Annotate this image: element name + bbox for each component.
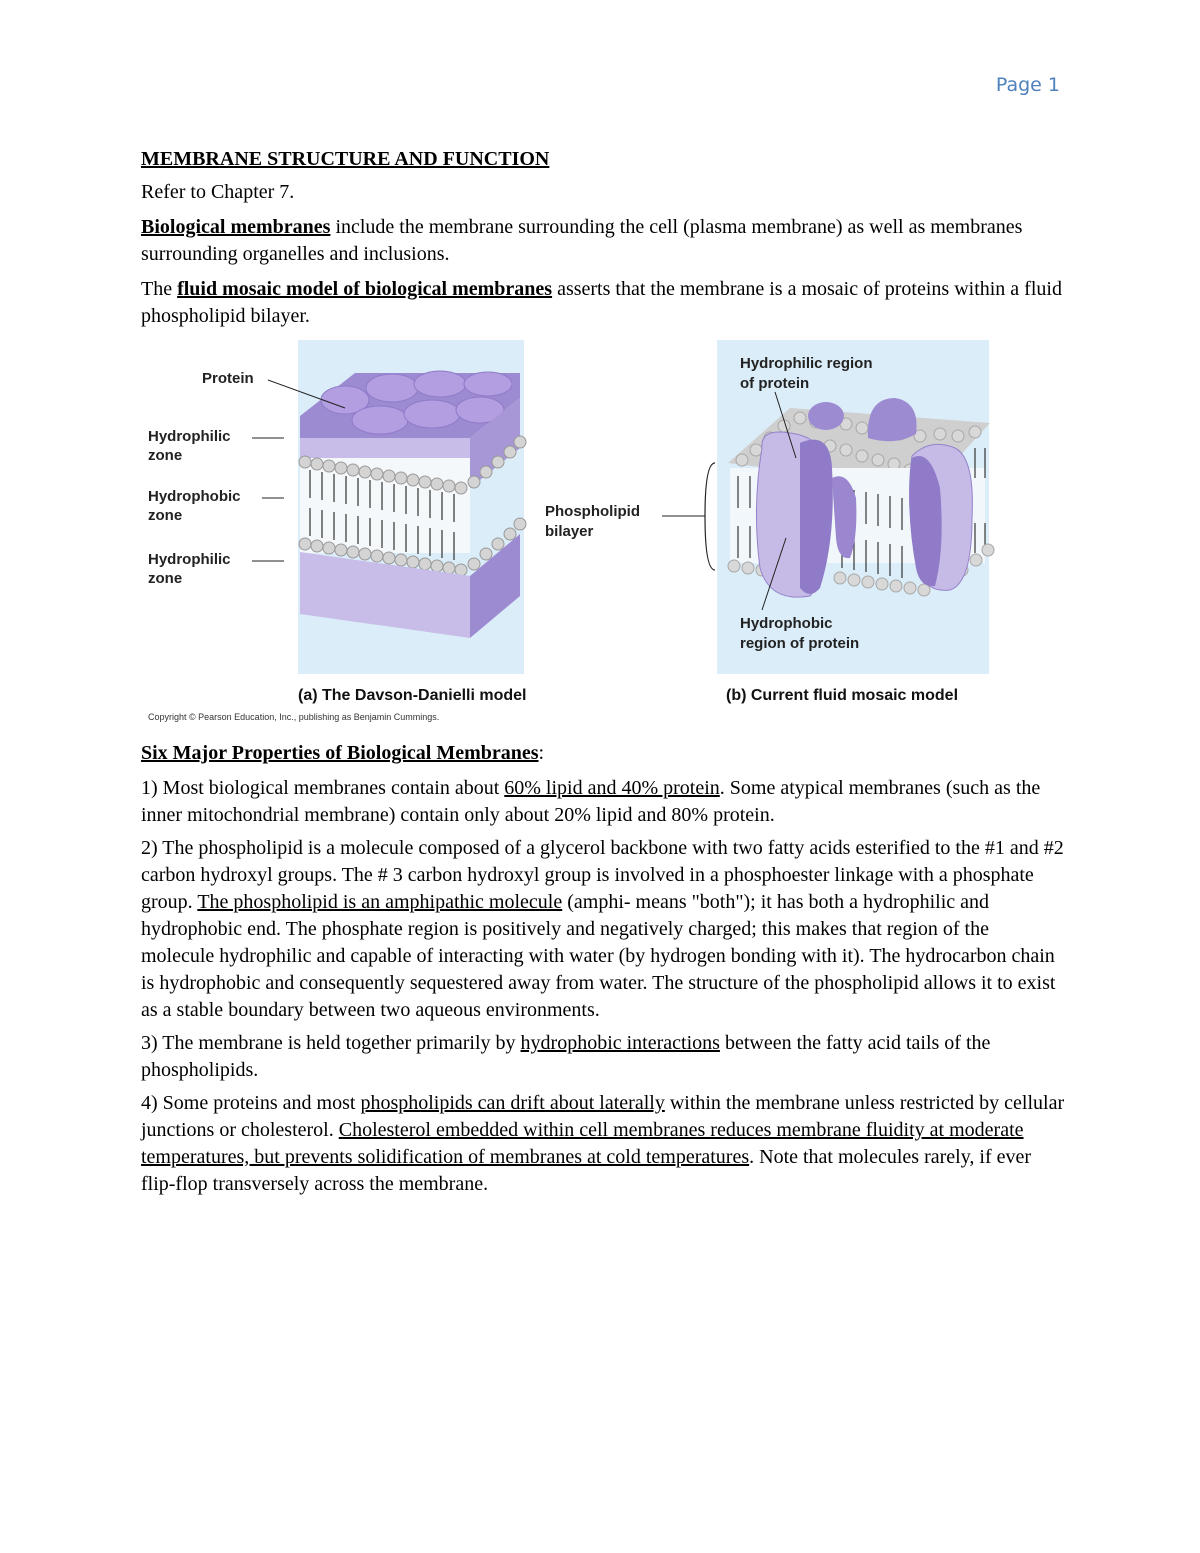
page-number: Page 1 (995, 74, 1060, 96)
membrane-models-figure (141, 338, 1066, 730)
list-item: 3) The membrane is held together primarily by hydrophobic interactions between the fatty acid tails of the phospholipids. (141, 1032, 991, 1081)
caption-davson-danielli: (a) The Davson-Danielli model (298, 687, 527, 704)
paragraph-text: asserts that the membrane is a mosaic of proteins within a fluid phospholipid bilayer. (141, 278, 1062, 327)
paragraph-text: include the membrane surrounding the cell (plasma membrane) as well as membranes surrounding organelles and inclusions. (141, 216, 1023, 265)
label-zone: zone (148, 447, 183, 464)
label-hydrophilic-zone-top: Hydrophilic (148, 428, 231, 445)
label-zone: zone (148, 507, 183, 524)
list-item: 2) The phospholipid is a molecule composed of a glycerol backbone with two fatty acids esterified to the #1 and #2 carbon hydroxyl groups. The # 3 carbon hydroxyl group is involved in a phosphoester linkage with a phosphate group. The phospholipid is an amphipathic molecule (amphi- means "both"); it has both a hydrophilic and hydrophobic end. The phosphate region is positively and negatively charged; this makes that region of the molecule hydrophilic and capable of interacting with water (by hydrogen bonding with it). The hydrocarbon chain is hydrophobic and consequently sequestered away from water. The structure of the phospholipid allows it to exist as a stable boundary between two aqueous environments. (141, 837, 1064, 1021)
term-fluid-mosaic-model: fluid mosaic model of biological membranes (177, 278, 553, 300)
underlined-phrase: 60% lipid and 40% protein (504, 777, 720, 799)
page-title: MEMBRANE STRUCTURE AND FUNCTION (141, 148, 550, 170)
paragraph-text: The (141, 278, 178, 300)
membrane-diagram (0, 338, 1200, 730)
section-title-text: Six Major Properties of Biological Membranes (141, 742, 539, 764)
label-phospholipid-bilayer: Phospholipid (545, 503, 640, 520)
properties-list (141, 775, 1066, 1198)
label-hydrophilic-region: Hydrophilic region (740, 355, 873, 372)
underlined-phrase: phospholipids can drift about laterally (360, 1092, 665, 1114)
panel-a-labels (148, 370, 254, 587)
label-hydrophobic-zone: Hydrophobic (148, 488, 241, 505)
underlined-phrase: hydrophobic interactions (520, 1032, 720, 1054)
label-zone: zone (148, 570, 183, 587)
label-protein: Protein (202, 370, 254, 387)
paragraph-biological-membranes (141, 214, 1066, 268)
surface-protein (808, 402, 844, 430)
label-region-of-protein: region of protein (740, 635, 860, 652)
caption-fluid-mosaic: (b) Current fluid mosaic model (726, 687, 959, 704)
label-hydrophobic-region: Hydrophobic (740, 615, 833, 632)
label-bilayer: bilayer (545, 523, 594, 540)
list-item: 1) Most biological membranes contain about 60% lipid and 40% protein. Some atypical membranes (such as the inner mitochondrial membrane) contain only about 20% lipid and 80% protein. (141, 777, 1041, 826)
chapter-reference: Refer to Chapter 7. (141, 181, 295, 203)
term-biological-membranes: Biological membranes (141, 216, 331, 238)
label-hydrophilic-zone-bottom: Hydrophilic (148, 551, 231, 568)
section-colon: : (538, 742, 545, 764)
label-of-protein: of protein (740, 375, 810, 392)
copyright-notice: Copyright © Pearson Education, Inc., publishing as Benjamin Cummings. (148, 712, 440, 722)
paragraph-fluid-mosaic (141, 276, 1066, 330)
underlined-phrase: Cholesterol embedded within cell membranes reduces membrane fluidity at moderate temperatures, but prevents solidification of membranes at cold temperatures (141, 1119, 1024, 1168)
bilayer-bracket (705, 463, 715, 570)
document-body (141, 146, 1066, 1204)
section-title (141, 740, 1066, 767)
underlined-phrase: The phospholipid is an amphipathic molecule (197, 891, 563, 913)
list-item: 4) Some proteins and most phospholipids can drift about laterally within the membrane unless restricted by cellular junctions or cholesterol. Cholesterol embedded within cell membranes reduces membrane fluidity at moderate temperatures, but prevents solidification of membranes at cold temperatures. Note that molecules rarely, if ever flip-flop transversely across the membrane. (141, 1092, 1065, 1195)
